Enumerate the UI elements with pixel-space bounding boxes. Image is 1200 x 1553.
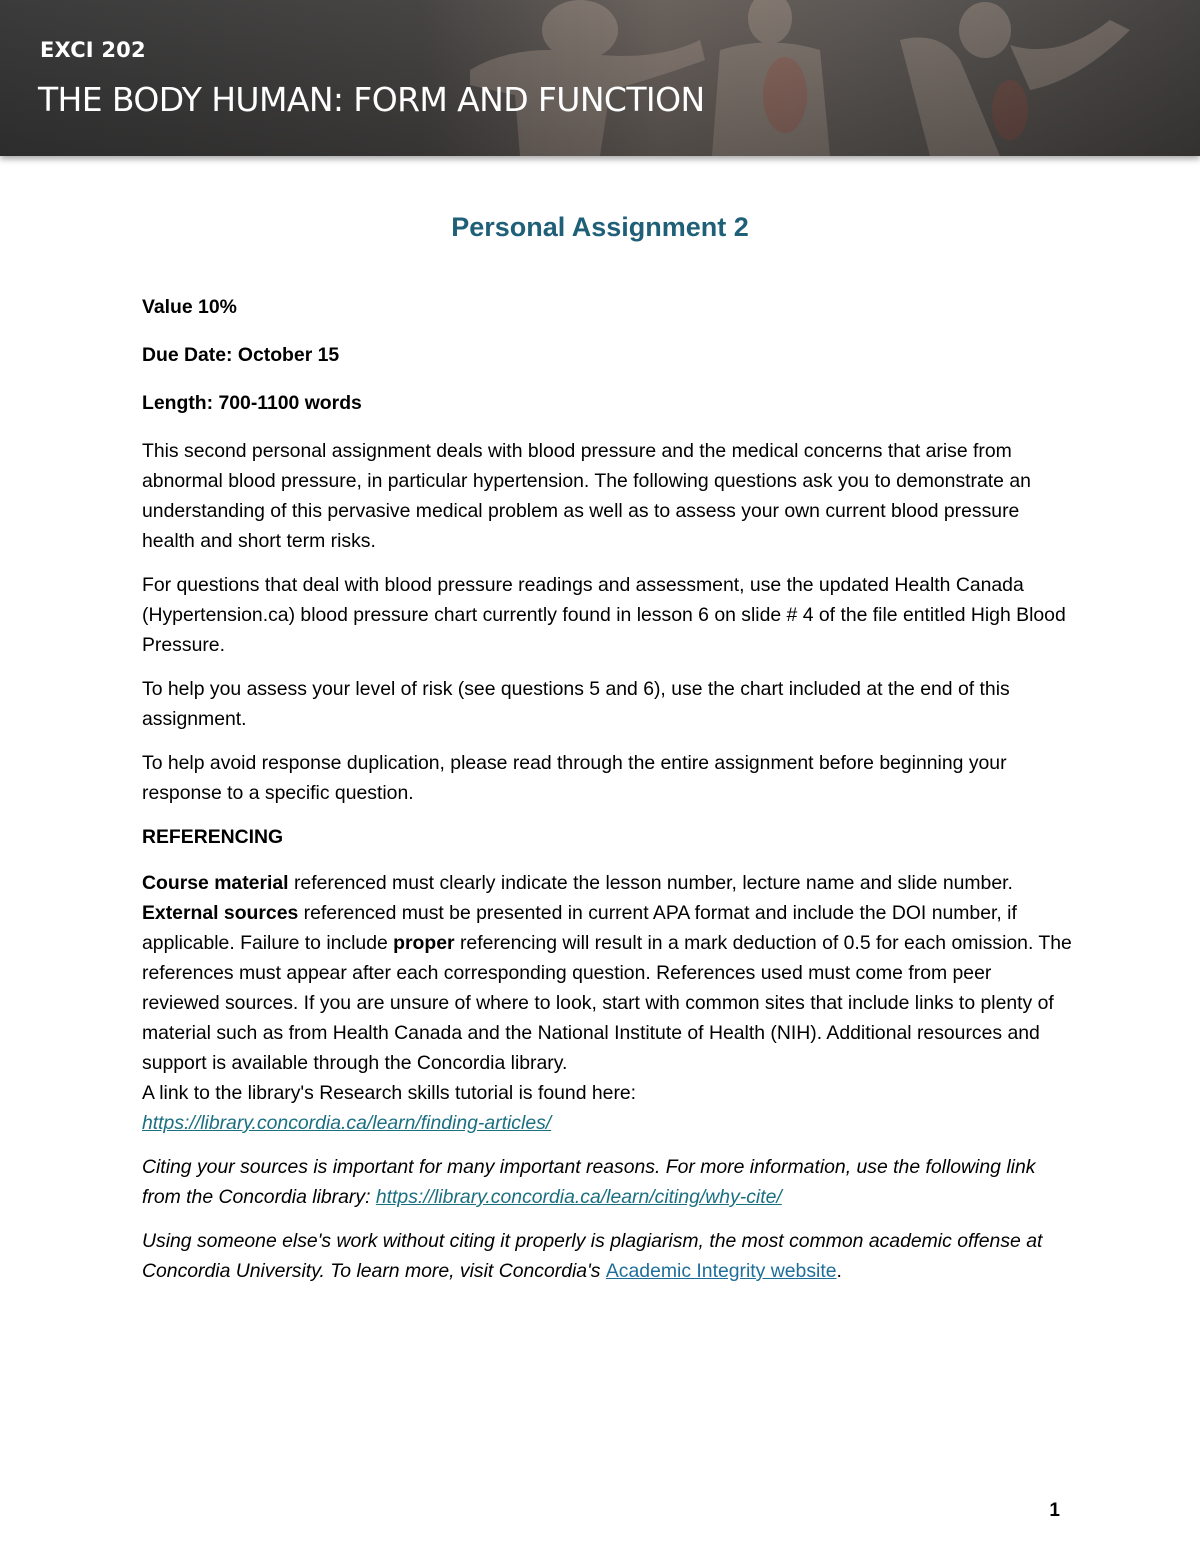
plagiarism-text: Using someone else's work without citing it properly is plagiarism, the most common academic offense at Concordia University. To learn more, visit Concordia's (142, 1230, 1043, 1282)
proper-label: proper (393, 932, 455, 954)
course-material-label: Course material (142, 872, 289, 894)
citing-text: Citing your sources is important for many important reasons. For more information, use the following link from the Concordia library: (142, 1156, 1036, 1208)
document-body (142, 292, 1072, 1300)
external-sources-label: External sources (142, 902, 299, 924)
plagiarism-paragraph (142, 1226, 1072, 1286)
assignment-length: Length: 700-1100 words (142, 392, 362, 414)
tutorial-link[interactable]: https://library.concordia.ca/learn/finding-articles/ (142, 1112, 552, 1134)
course-code: EXCI 202 (40, 38, 146, 62)
external-sources-text: referenced must be presented in current APA format and include the DOI number, if applicable. Failure to include (142, 902, 1017, 954)
course-title: THE BODY HUMAN: FORM AND FUNCTION (38, 80, 705, 119)
tutorial-text: A link to the library's Research skills tutorial is found here: (142, 1082, 637, 1104)
bp-chart-paragraph: For questions that deal with blood pressure readings and assessment, use the updated Health Canada (Hypertension.ca) blood pressure chart currently found in lesson 6 on slide # 4 of the file entitled High Blood Pressure. (142, 574, 1066, 656)
assignment-due-date: Due Date: October 15 (142, 344, 340, 366)
referencing-heading: REFERENCING (142, 826, 284, 848)
course-material-text: referenced must clearly indicate the lesson number, lecture name and slide number. (288, 872, 1013, 894)
banner-background-image (0, 0, 1200, 156)
intro-paragraph: This second personal assignment deals with blood pressure and the medical concerns that arise from abnormal blood pressure, in particular hypertension. The following questions ask you to demonstrate an understanding of this pervasive medical problem as well as to assess your own current blood pressure health and short term risks. (142, 440, 1031, 552)
assignment-value: Value 10% (142, 296, 237, 318)
plagiarism-end: . (836, 1260, 842, 1282)
page-number: 1 (1049, 1500, 1060, 1521)
citing-paragraph (142, 1152, 1072, 1212)
referencing-paragraph (142, 868, 1072, 1138)
risk-paragraph: To help you assess your level of risk (see questions 5 and 6), use the chart included at the end of this assignment. (142, 678, 1010, 730)
page-title: Personal Assignment 2 (451, 212, 749, 242)
why-cite-link[interactable]: https://library.concordia.ca/learn/citing/why-cite/ (375, 1186, 782, 1208)
academic-integrity-link[interactable]: Academic Integrity website (605, 1260, 837, 1282)
duplication-paragraph: To help avoid response duplication, please read through the entire assignment before beginning your response to a specific question. (142, 752, 1007, 804)
header-banner (0, 0, 1200, 156)
proper-text: referencing will result in a mark deduction of 0.5 for each omission. The references must appear after each corresponding question. References used must come from peer reviewed sources. If you are unsure of where to look, start with common sites that include links to plenty of material such as from Health Canada and the National Institute of Health (NIH). Additional resources and support is available through the Concordia library. (142, 932, 1072, 1074)
